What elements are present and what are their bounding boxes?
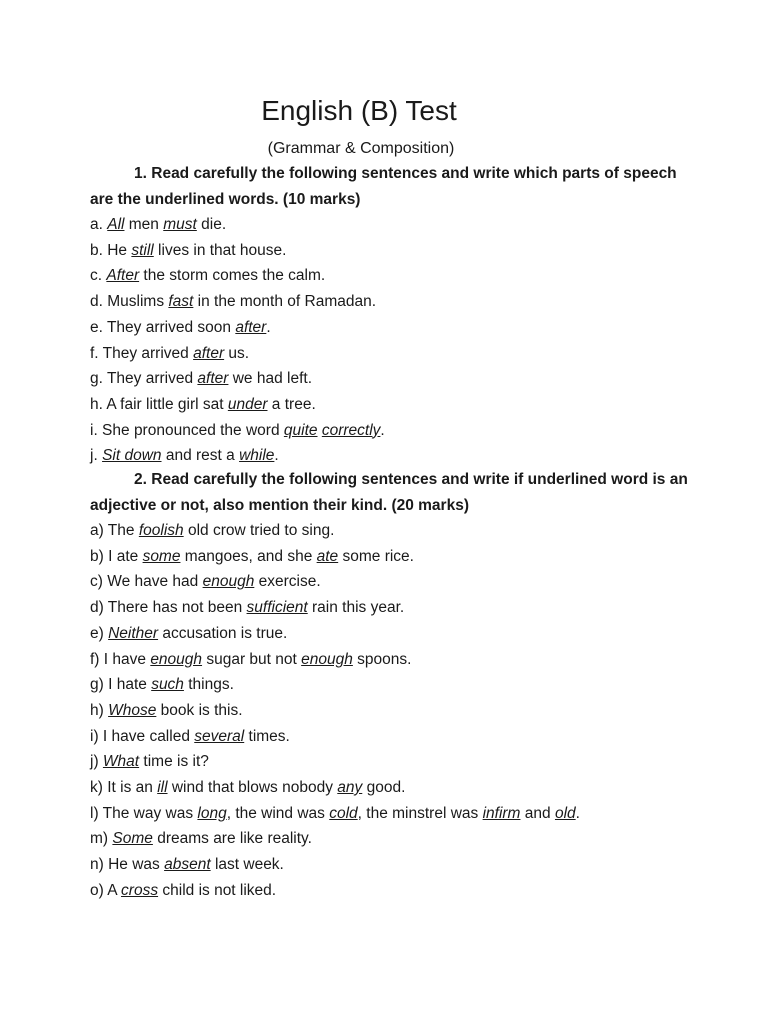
underlined-word: Neither xyxy=(108,624,159,642)
question-1-heading xyxy=(90,161,690,212)
underlined-word: still xyxy=(131,241,154,259)
item-text: f. They arrived xyxy=(90,344,194,362)
item-text: wind that blows nobody xyxy=(167,779,338,797)
item-text: j. xyxy=(90,447,103,465)
item-text: old crow tried to sing. xyxy=(183,522,335,539)
item-text: g. They arrived xyxy=(90,370,198,388)
item-text: j) xyxy=(90,753,103,771)
item-text: men xyxy=(124,216,164,233)
question-item xyxy=(90,826,690,852)
underlined-word: any xyxy=(337,779,363,797)
question-item xyxy=(90,595,690,621)
underlined-word: must xyxy=(163,216,197,233)
question-item xyxy=(90,621,690,647)
item-text: dreams are like reality. xyxy=(152,830,312,848)
underlined-word: Sit down xyxy=(102,447,162,465)
underlined-word: ill xyxy=(157,779,168,797)
underlined-word: sufficient xyxy=(246,599,308,617)
question-1-number: 1. xyxy=(134,165,147,182)
question-item xyxy=(90,569,690,595)
question-2-items xyxy=(90,518,690,904)
underlined-word: after xyxy=(193,344,225,362)
question-item xyxy=(90,749,690,775)
item-text: e) xyxy=(90,624,109,642)
item-text: mangoes, and she xyxy=(180,547,317,565)
question-item xyxy=(90,443,690,469)
underlined-word: under xyxy=(227,395,268,413)
item-text: . xyxy=(380,421,385,439)
question-item xyxy=(90,724,690,750)
item-text: h) xyxy=(90,701,109,719)
item-text: good. xyxy=(362,779,406,797)
underlined-word: enough xyxy=(301,650,353,668)
question-2-text: Read carefully the following sentences and write if underlined word is an adjective or not, also mention their kind. (20 marks) xyxy=(90,471,688,514)
item-text: in the month of Ramadan. xyxy=(193,293,377,311)
underlined-word: enough xyxy=(202,573,255,591)
item-text: die. xyxy=(196,216,227,233)
item-text: d) There has not been xyxy=(90,599,247,617)
item-text: we had left. xyxy=(228,370,312,388)
item-text: a tree. xyxy=(267,395,316,413)
underlined-word: after xyxy=(235,318,267,336)
item-text: lives in that house. xyxy=(153,241,287,259)
item-text: . xyxy=(274,447,279,465)
underlined-word: such xyxy=(151,676,184,694)
underlined-word: cold xyxy=(329,804,358,822)
question-item xyxy=(90,289,690,315)
item-text: a) The xyxy=(90,522,139,539)
item-text: i. She pronounced the word xyxy=(90,421,284,439)
question-2-heading xyxy=(90,467,690,518)
item-text: c. xyxy=(90,267,107,285)
item-text: child is not liked. xyxy=(158,881,277,899)
item-text: n) He was xyxy=(90,856,165,874)
item-text: book is this. xyxy=(156,701,243,719)
item-text: exercise. xyxy=(254,573,321,591)
question-item xyxy=(90,238,690,264)
underlined-word: enough xyxy=(150,650,203,668)
underlined-word: infirm xyxy=(482,804,521,822)
item-text: b) I ate xyxy=(90,547,143,565)
item-text: times. xyxy=(244,727,290,745)
question-item xyxy=(90,518,690,544)
item-text: . xyxy=(266,318,271,336)
underlined-word: foolish xyxy=(138,522,184,539)
item-text: k) It is an xyxy=(90,779,158,797)
item-text: f) I have xyxy=(90,650,151,668)
question-item xyxy=(90,801,690,827)
page-title: English (B) Test xyxy=(261,95,457,126)
item-text: m) xyxy=(90,830,113,848)
underlined-word: ate xyxy=(316,547,339,565)
underlined-word: while xyxy=(239,447,275,465)
page-subtitle: (Grammar & Composition) xyxy=(267,140,455,157)
question-item xyxy=(90,212,690,238)
underlined-word: long xyxy=(197,804,227,822)
question-item xyxy=(90,418,690,444)
question-item xyxy=(90,775,690,801)
question-item xyxy=(90,544,690,570)
question-item xyxy=(90,698,690,724)
item-text: accusation is true. xyxy=(158,624,288,642)
item-text: us. xyxy=(224,344,250,362)
item-text: i) I have called xyxy=(90,727,195,745)
underlined-word: cross xyxy=(121,881,159,899)
question-2-number: 2. xyxy=(134,471,147,488)
question-2-section xyxy=(90,467,690,904)
item-text: . xyxy=(575,804,580,822)
question-1-text: Read carefully the following sentences and write which parts of speech are the underlined words. (10 marks) xyxy=(90,165,677,208)
underlined-word: several xyxy=(194,727,245,745)
underlined-word: after xyxy=(197,370,229,388)
question-item xyxy=(90,366,690,392)
item-text: time is it? xyxy=(139,753,209,771)
item-text: d. Muslims xyxy=(90,293,169,311)
question-item xyxy=(90,647,690,673)
underlined-word: After xyxy=(106,267,140,285)
underlined-word: All xyxy=(107,216,125,233)
item-text: sugar but not xyxy=(202,650,302,668)
question-item xyxy=(90,315,690,341)
underlined-word: some xyxy=(142,547,181,565)
item-text: things. xyxy=(183,676,234,694)
underlined-word: old xyxy=(554,804,576,822)
underlined-word: Whose xyxy=(108,701,157,719)
item-text: c) We have had xyxy=(90,573,203,591)
item-text: and xyxy=(520,804,555,822)
item-text: h. A fair little girl sat xyxy=(90,395,228,413)
item-text: the storm comes the calm. xyxy=(139,267,326,285)
question-item xyxy=(90,341,690,367)
item-text: , the wind was xyxy=(226,804,330,822)
item-text: rain this year. xyxy=(307,599,405,617)
item-text: g) I hate xyxy=(90,676,152,694)
underlined-word: correctly xyxy=(321,421,381,439)
question-item xyxy=(90,878,690,904)
item-text: e. They arrived soon xyxy=(90,318,236,336)
question-1-section xyxy=(90,161,690,469)
question-item xyxy=(90,852,690,878)
item-text: a. xyxy=(90,216,108,233)
question-item xyxy=(90,392,690,418)
question-item xyxy=(90,672,690,698)
question-item xyxy=(90,263,690,289)
item-text: and rest a xyxy=(161,447,240,465)
item-text: some rice. xyxy=(338,547,414,565)
underlined-word: quite xyxy=(283,421,318,439)
item-text: , the minstrel was xyxy=(357,804,483,822)
item-text: spoons. xyxy=(352,650,412,668)
item-text: b. He xyxy=(90,241,132,259)
item-text: last week. xyxy=(210,856,284,874)
item-text: o) A xyxy=(90,881,122,899)
underlined-word: fast xyxy=(168,293,194,311)
underlined-word: absent xyxy=(164,856,211,874)
underlined-word: What xyxy=(102,753,140,771)
question-1-items xyxy=(90,212,690,469)
underlined-word: Some xyxy=(112,830,153,848)
item-text: l) The way was xyxy=(90,804,198,822)
